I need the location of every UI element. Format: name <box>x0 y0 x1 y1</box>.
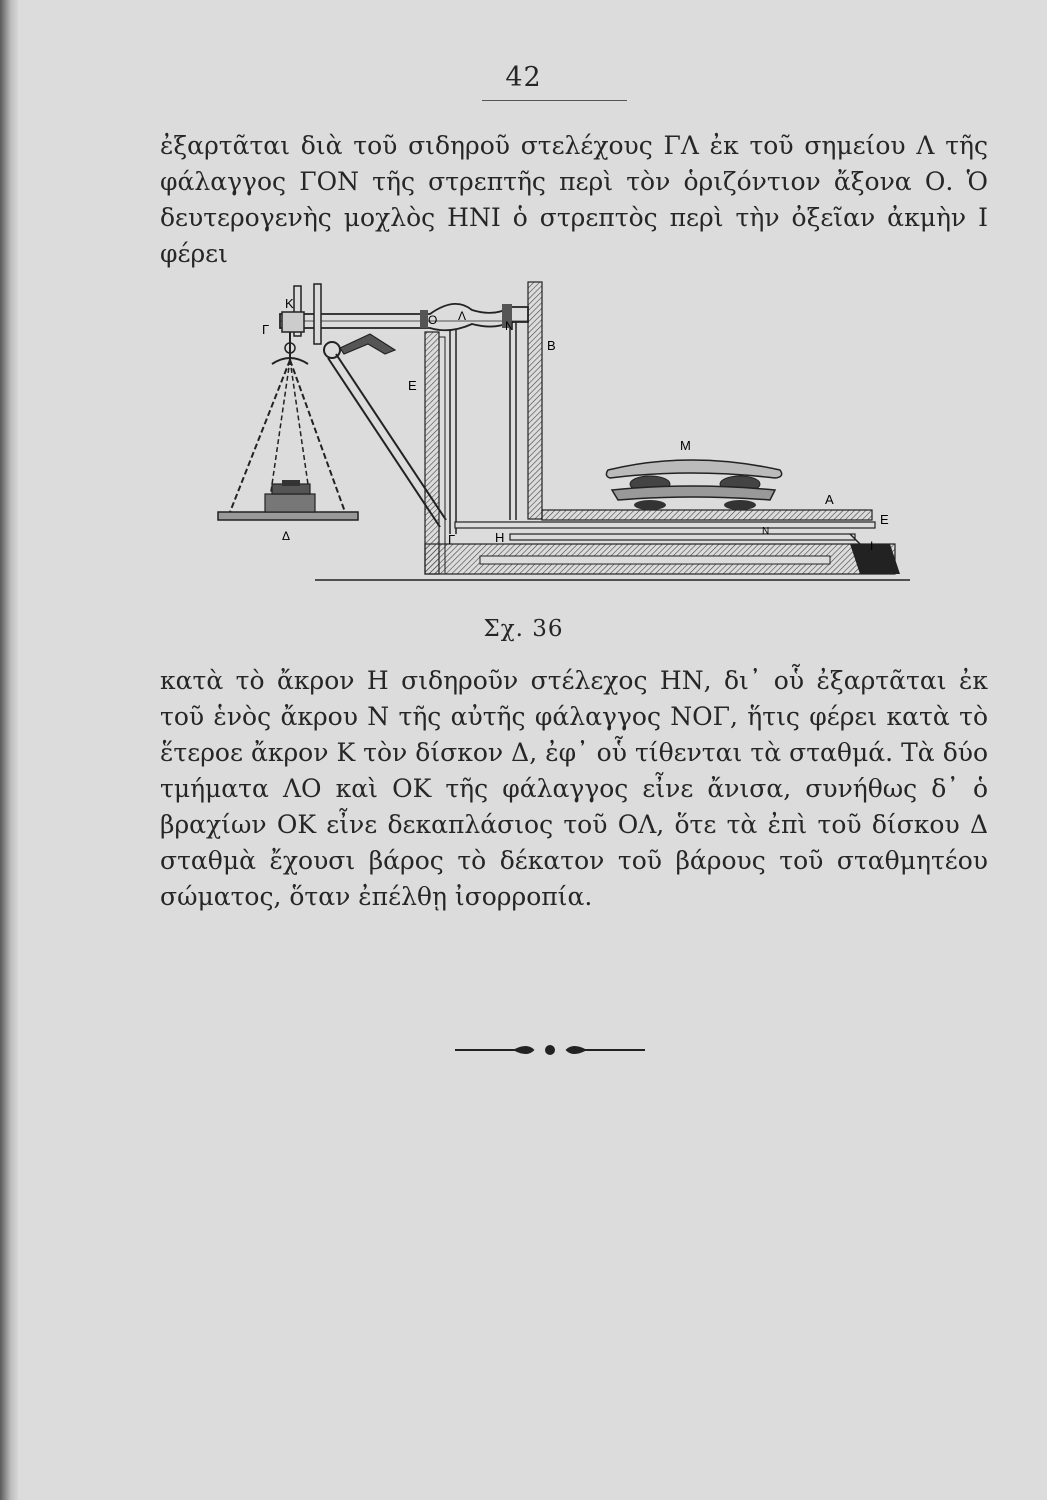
label-delta: Δ <box>282 529 291 543</box>
page-edge-shadow <box>0 0 18 1500</box>
platform <box>455 510 875 544</box>
label-iota: Ι <box>870 539 874 553</box>
paragraph-2: κατὰ τὸ ἄκρον Η σιδηροῦν στέλεχος ΗΝ, δι᾽ οὗ ἐξαρτᾶται ἐκ τοῦ ἑνὸς ἄκρου Ν τῆς αὐτῆς φάλαγγος ΝΟΓ, ἥτις φέρει κατὰ τὸ ἕτεροε ἄκρον Κ τὸν δίσκον Δ, ἐφ᾽ οὗ τίθενται τὰ σταθμά. Τὰ δύο τμήματα ΛΟ καὶ ΟΚ τῆς φάλαγγος εἶνε ἄνισα, συνήθως δ᾽ ὁ βραχίων ΟΚ εἶνε δεκαπλάσιος τοῦ ΟΛ, ὅτε τὰ ἐπὶ τοῦ δίσκου Δ σταθμὰ ἔχουσι βάρος τὸ δέκατον τοῦ βάρους τοῦ σταθμητέου σώματος, ὅταν ἐπέλθῃ ἰσορροπία. <box>160 666 988 911</box>
label-omicron: Ο <box>428 313 438 327</box>
ornament-divider <box>455 1038 645 1062</box>
paragraph-1: ἐξαρτᾶται διὰ τοῦ σιδηροῦ στελέχους ΓΛ ἐκ τοῦ σημείου Λ τῆς φάλαγγος ΓΟΝ τῆς στρεπτῆς περὶ τὸν ὁριζόντιον ἄξονα Ο. Ὁ δευτερογενὴς μοχλὸς ΗΝΙ ὁ στρεπτὸς περὶ τὴν ὀξεῖαν ἀκμὴν Ι φέρει <box>160 131 988 268</box>
label-mu: Μ <box>680 438 691 453</box>
weighing-pan <box>218 480 358 520</box>
label-k: Κ <box>285 296 294 311</box>
label-nu: Ν <box>505 319 514 333</box>
header-rule <box>482 100 627 101</box>
label-alpha: Α <box>825 492 834 507</box>
label-epsilon-left: Ε <box>408 378 417 393</box>
weights-stack <box>606 460 781 510</box>
label-eta: Η <box>495 530 505 545</box>
floor-base <box>315 544 910 580</box>
label-nu-small: Ν <box>762 526 770 537</box>
label-lambda: Λ <box>458 309 467 323</box>
page-number: 42 <box>505 62 542 93</box>
figure-caption: Σχ. 36 <box>483 616 564 642</box>
label-gamma-bottom: Γ <box>448 532 456 547</box>
label-beta: Β <box>547 338 556 353</box>
scale-illustration <box>210 272 910 592</box>
label-gamma-top: Γ <box>262 322 270 337</box>
label-epsilon-right: Ε <box>880 512 889 527</box>
